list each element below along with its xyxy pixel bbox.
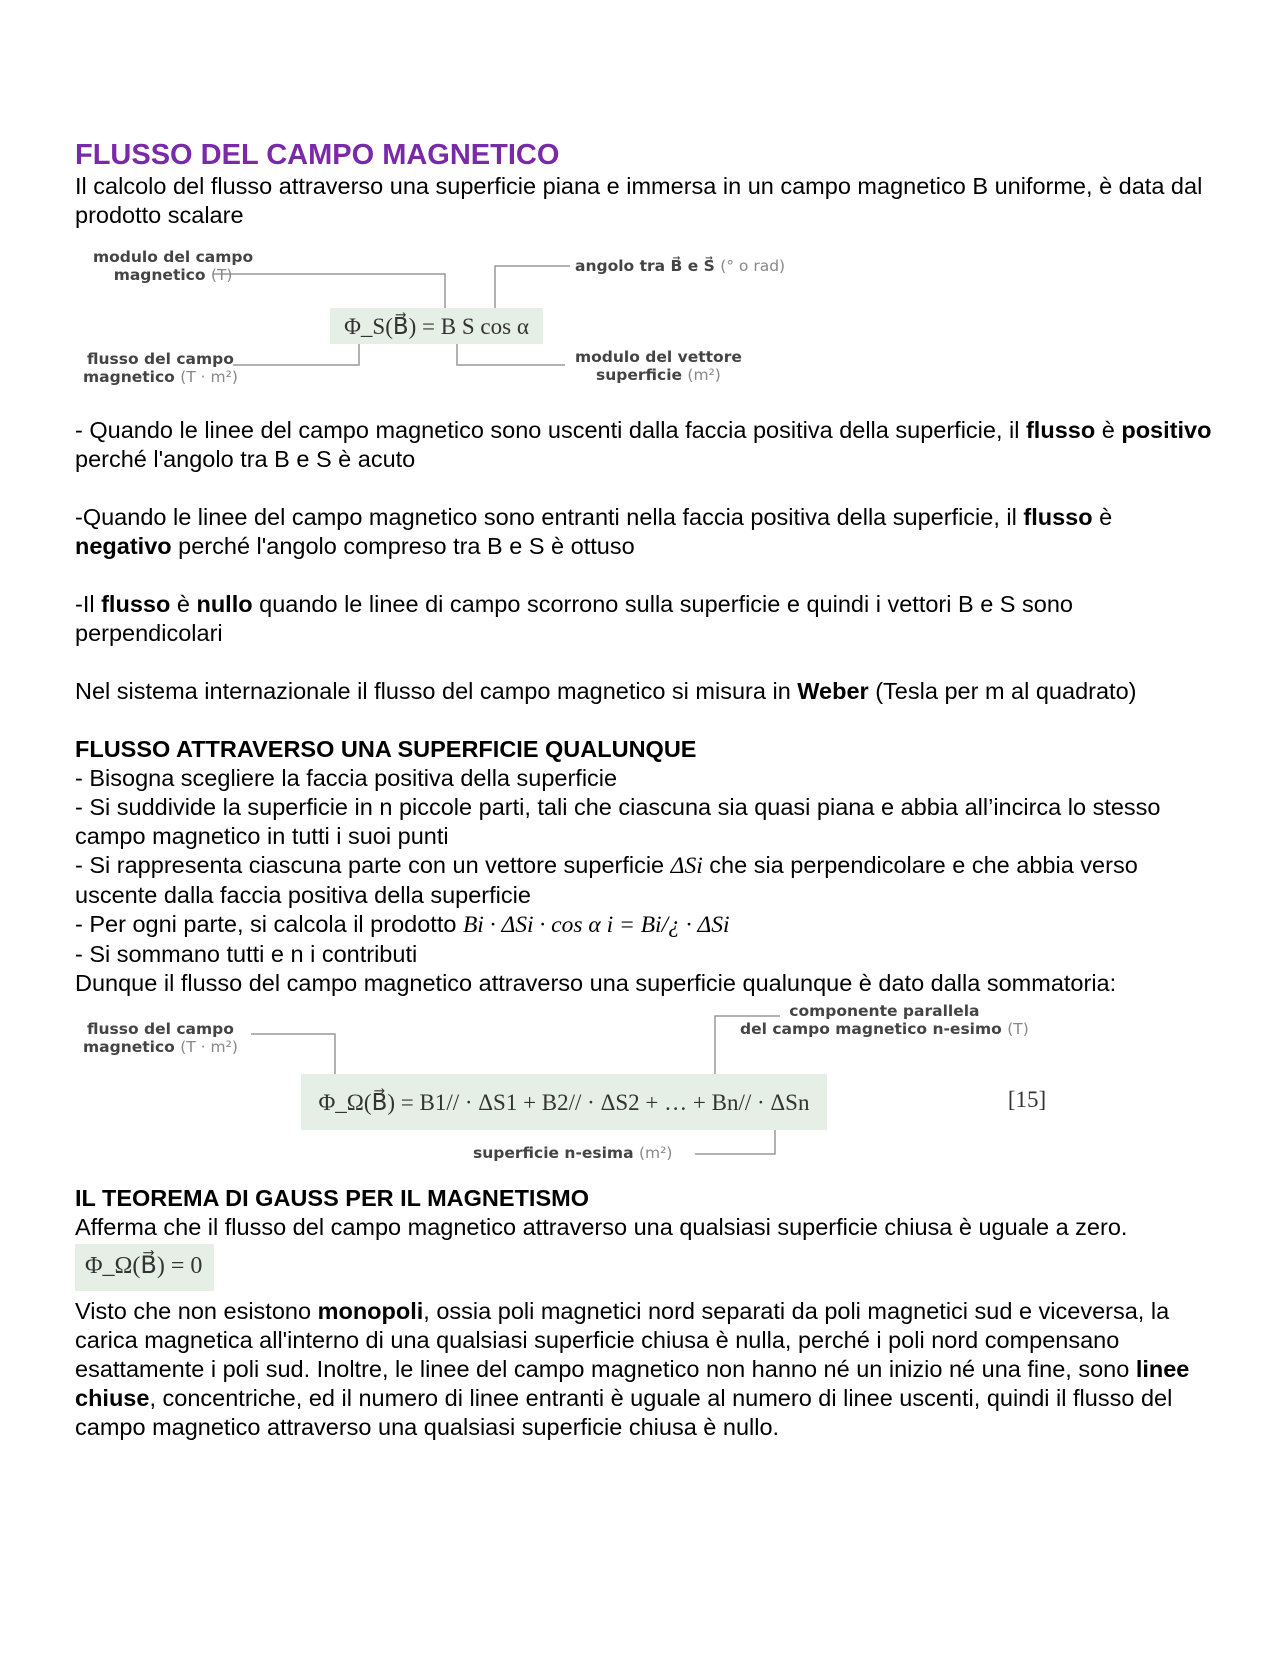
gauss-explanation: Visto che non esistono monopoli, ossia poli magnetici nord separati da poli magnetici sud e viceversa, la carica magnetica all'interno di una qualsiasi superficie chiusa è nulla, perché i poli nord compensano esattamente i poli sud. Inoltre, le linee del campo magnetico non hanno né un inizio né una fine, sono linee chiuse, concentriche, ed il numero di linee entranti è uguale al numero di linee uscenti, quindi il flusso del campo magnetico attraverso una qualsiasi superficie chiusa è nullo. — [75, 1298, 1190, 1440]
summary-line: Dunque il flusso del campo magnetico attraverso una superficie qualunque è dato dalla sommatoria: — [75, 970, 1117, 996]
si-unit-paragraph: Nel sistema internazionale il flusso del campo magnetico si misura in Weber (Tesla per m al quadrato) — [75, 678, 1137, 704]
flux-formula-figure — [75, 244, 795, 394]
intro-paragraph: Il calcolo del flusso attraverso una superficie piana e immersa in un campo magnetico B uniforme, è data dal prodotto scalare — [75, 173, 1203, 228]
step-line: - Bisogna scegliere la faccia positiva della superficie — [75, 765, 618, 791]
label-componente: componente parallela del campo magnetico n-esimo (T) — [740, 1002, 1029, 1038]
bullet-positive: - Quando le linee del campo magnetico sono uscenti dalla faccia positiva della superficie, il flusso è positivo perché l'angolo tra B e S è acuto — [75, 417, 1212, 472]
equation-number: [15] — [1007, 1086, 1047, 1112]
section-heading-superficie: FLUSSO ATTRAVERSO UNA SUPERFICIE QUALUNQUE — [75, 736, 697, 762]
step-line: - Si rappresenta ciascuna parte con un vettore superficie ΔSi che sia perpendicolare e che abbia verso uscente dalla faccia positiva della superficie — [75, 852, 1138, 908]
step-line: - Si suddivide la superficie in n piccole parti, tali che ciascuna sia quasi piana e abbia all’incirca lo stesso campo magnetico in tutti i suoi punti — [75, 794, 1161, 849]
page-title: FLUSSO DEL CAMPO MAGNETICO — [75, 139, 560, 171]
inline-math: Bi · ΔSi · cos α i = Bi/¿ · ΔSi — [462, 912, 730, 938]
bullet-null: -Il flusso è nullo quando le linee di campo scorrono sulla superficie e quindi i vettori B e S sono perpendicolari — [75, 591, 1073, 646]
gauss-formula: Φ_Ω(B⃗) = 0 — [75, 1244, 214, 1291]
section-heading-gauss: IL TEOREMA DI GAUSS PER IL MAGNETISMO — [75, 1185, 589, 1211]
sum-formula: Φ_Ω(B⃗) = B1// · ΔS1 + B2// · ΔS2 + … + Bn// · ΔSn — [301, 1074, 827, 1130]
sum-formula-figure — [75, 1002, 1075, 1172]
inline-math: ΔSi — [670, 853, 703, 879]
bullet-negative: -Quando le linee del campo magnetico sono entranti nella faccia positiva della superficie, il flusso è negativo perché l'angolo compreso tra B e S è ottuso — [75, 504, 1113, 559]
label-angolo: angolo tra B⃗ e S⃗ (° o rad) — [575, 257, 786, 275]
step-line: - Si sommano tutti e n i contributi — [75, 941, 418, 967]
label-flusso: flusso del campo magnetico (T · m²) — [83, 350, 238, 386]
label-flusso: flusso del campo magnetico (T · m²) — [83, 1020, 238, 1056]
document-page — [75, 138, 1215, 1442]
gauss-statement: Afferma che il flusso del campo magnetico attraverso una qualsiasi superficie chiusa è uguale a zero. — [75, 1214, 1128, 1240]
label-vettore: modulo del vettore superficie (m²) — [575, 348, 742, 384]
step-line: - Per ogni parte, si calcola il prodotto Bi · ΔSi · cos α i = Bi/¿ · ΔSi — [75, 911, 730, 938]
label-superficie: superficie n-esima (m²) — [473, 1144, 673, 1162]
flux-formula: Φ_S(B⃗) = B S cos α — [330, 308, 543, 344]
label-modulo-campo: modulo del campo magnetico (T) — [93, 248, 254, 284]
